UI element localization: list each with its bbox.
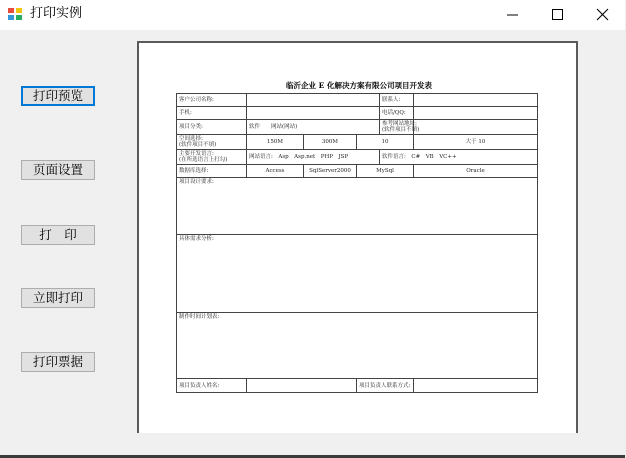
lang-label-text: 主要开发语言: [179,151,214,157]
project-type-value: 软件 网站(网站) [247,120,380,135]
owner-name-label: 项目负责人姓名: [177,379,247,393]
table-row [177,178,538,235]
title-bar [0,0,625,30]
contact-value [414,94,538,107]
phone-qq-value [414,107,538,120]
client-value [247,94,380,107]
project-type-label: 项目分类: [177,120,247,135]
close-button[interactable] [580,0,626,30]
print-button[interactable]: 打 印 [21,225,95,245]
print-now-button[interactable]: 立即打印 [21,288,95,308]
phone-qq-label: 电话/QQ: [380,107,414,120]
space-label-text: 空间选择: [179,136,203,142]
owner-contact-label: 项目负责人联系方式: [357,379,414,393]
ref-site-label [380,120,420,135]
maximize-button[interactable] [535,0,581,30]
db-option: Access [247,165,304,178]
db-label: 数据库选择: [177,165,247,178]
db-option: Oracle [414,165,538,178]
contact-label: 联系人: [380,94,414,107]
window-title: 打印实例 [30,6,83,21]
page-setup-button[interactable]: 页面设置 [21,160,95,180]
space-note: (软件项目不填) [179,142,217,148]
print-preview-button[interactable]: 打印预览 [21,86,95,106]
table-row [177,94,538,107]
space-option: 150M [247,135,304,150]
table-row [177,165,538,178]
requirement-analysis-label: 具体需求分析: [177,235,538,313]
table-row [177,107,538,120]
print-receipt-button[interactable]: 打印票据 [21,352,95,372]
document-title: 临沂企业 E 化解决方案有限公司项目开发表 [286,81,432,90]
web-language-options: 网站语言: Asp Asp.net PHP JSP [247,150,380,165]
mobile-label: 手机: [177,107,247,120]
space-option: 10 [357,135,414,150]
space-label [177,135,247,150]
close-icon [597,9,609,21]
schedule-label: 制作时间计划表: [177,313,538,379]
table-row [177,379,538,393]
table-row [177,313,538,379]
table-row [177,120,538,135]
ref-site-note: (软件项目不填) [382,127,420,133]
client-label: 客户公司名称: [177,94,247,107]
table-row [177,235,538,313]
space-option: 300M [304,135,357,150]
owner-name-value [247,379,357,393]
app-icon [7,6,23,22]
minimize-button[interactable] [490,0,536,30]
table-row [177,150,538,165]
print-preview-page[interactable] [137,41,578,433]
space-option: 大于 10 [414,135,538,150]
lang-label [177,150,247,165]
lang-note: (在所选语言上打勾) [179,157,228,163]
mobile-value [247,107,380,120]
ref-site-label-text: 参考网站地址: [382,121,417,127]
software-language-options: 软件语言: C# VB VC++ [380,150,538,165]
maximize-icon [552,9,564,21]
project-form-table [176,93,538,393]
design-requirements-label: 项目设计要求: [177,178,538,235]
db-option: MySql [357,165,414,178]
ref-site-value [414,120,538,135]
db-option: SqlServer2000 [304,165,357,178]
owner-contact-value [414,379,538,393]
minimize-icon [507,9,519,21]
table-row [177,135,538,150]
